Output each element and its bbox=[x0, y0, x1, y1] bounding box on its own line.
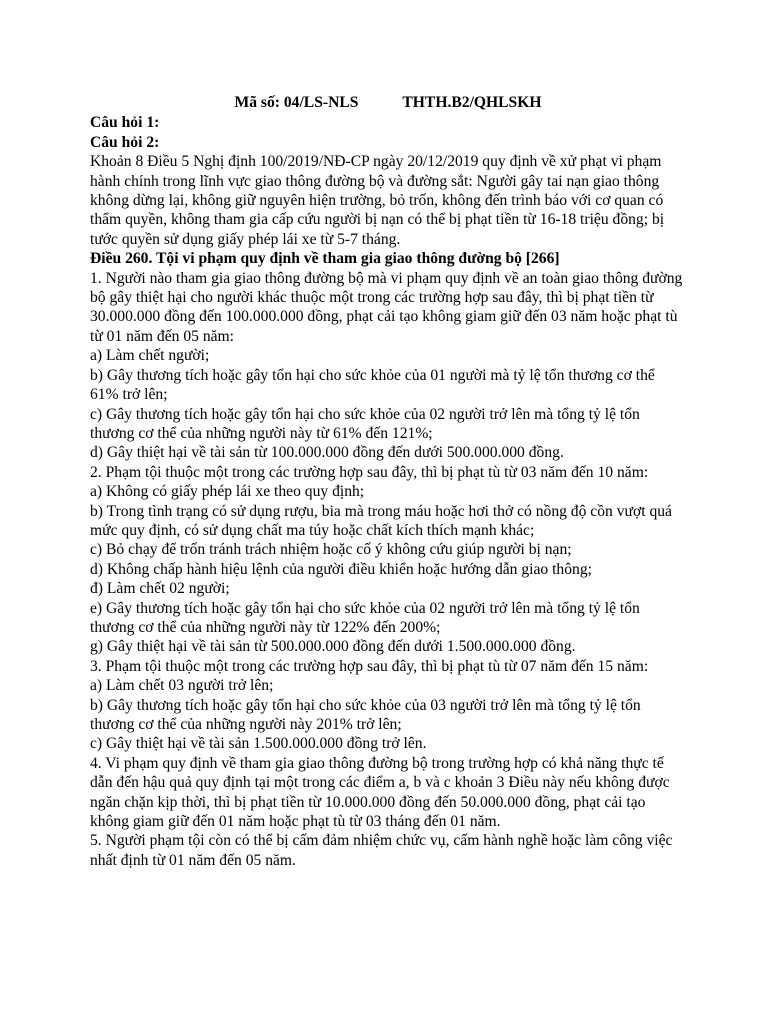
clause-4: 4. Vi phạm quy định về tham gia giao thông đường bộ trong trường hợp có khả năng thực tế dẫn đến hậu quả quy định tại một trong các điểm a, b và c khoản 3 Điều này nếu không được ngăn chặn kịp thời, thì bị phạt tiền từ 10.000.000 đồng đến 50.000.000 đồng, phạt cải tạo không giam giữ đến 01 năm hoặc phạt tù từ 03 tháng đến 01 năm. bbox=[90, 754, 670, 831]
clause-3-c: c) Gây thiệt hại về tài sản 1.500.000.000 đồng trở lên. bbox=[90, 735, 427, 753]
clause-2-c: c) Bỏ chạy để trốn tránh trách nhiệm hoặc cố ý không cứu giúp người bị nạn; bbox=[90, 541, 572, 559]
clause-2-d: d) Không chấp hành hiệu lệnh của người điều khiển hoặc hướng dẫn giao thông; bbox=[90, 560, 592, 578]
clause-3: 3. Phạm tội thuộc một trong các trường hợp sau đây, thì bị phạt tù từ 07 năm đến 15 năm: bbox=[90, 657, 649, 675]
clause-2: 2. Phạm tội thuộc một trong các trường hợp sau đây, thì bị phạt tù từ 03 năm đến 10 năm: bbox=[90, 463, 649, 481]
clause-1-b: b) Gây thương tích hoặc gây tổn hại cho sức khỏe của 01 người mà tỷ lệ tổn thương cơ thể 61% trở lên; bbox=[90, 366, 655, 404]
clause-2-dd: đ) Làm chết 02 người; bbox=[90, 580, 230, 598]
document-classification: THTH.B2/QHLSKH bbox=[402, 94, 542, 111]
clause-1-d: d) Gây thiệt hại về tài sản từ 100.000.000 đồng đến dưới 500.000.000 đồng. bbox=[90, 444, 564, 462]
article-title: Điều 260. Tội vi phạm quy định về tham gia giao thông đường bộ [266] bbox=[90, 250, 560, 268]
clause-5: 5. Người phạm tội còn có thể bị cấm đảm nhiệm chức vụ, cấm hành nghề hoặc làm công việc nhất định từ 01 năm đến 05 năm. bbox=[90, 832, 673, 869]
clause-1: 1. Người nào tham gia giao thông đường bộ mà vi phạm quy định về an toàn giao thông đường bộ gây thiệt hại cho người khác thuộc một trong các trường hợp sau đây, thì bị phạt tiền từ 30.000.000 đồng đến 100.000.000 đồng, phạt cải tạo không giam giữ đến 03 năm hoặc phạt tù từ 01 năm đến 05 năm: bbox=[90, 269, 683, 345]
clause-3-a: a) Làm chết 03 người trở lên; bbox=[90, 677, 274, 695]
question-2-label: Câu hỏi 2: bbox=[90, 133, 160, 151]
clause-2-e: e) Gây thương tích hoặc gây tổn hại cho sức khỏe của 02 người trở lên mà tổng tỷ lệ tổn thương cơ thể của những người này từ 122% đến 200%; bbox=[90, 599, 640, 636]
clause-1-c: c) Gây thương tích hoặc gây tổn hại cho sức khỏe của 02 người trở lên mà tổng tỷ lệ tổn thương cơ thể của những người này từ 61% đến 121%; bbox=[90, 405, 640, 442]
clause-2-a: a) Không có giấy phép lái xe theo quy định; bbox=[90, 483, 365, 501]
clause-2-b: b) Trong tình trạng có sử dụng rượu, bia mà trong máu hoặc hơi thở có nồng độ cồn vượt quá mức quy định, có sử dụng chất ma túy hoặc chất kích thích mạnh khác; bbox=[90, 502, 672, 539]
document-page bbox=[90, 93, 686, 870]
intro-paragraph: Khoản 8 Điều 5 Nghị định 100/2019/NĐ-CP ngày 20/12/2019 quy định về xử phạt vi phạm hành chính trong lĩnh vực giao thông đường bộ và đường sắt: Người gây tai nạn giao thông không dừng lại, không giữ nguyên hiện trường, bỏ trốn, không đến trình báo với cơ quan có thẩm quyền, không tham gia cấp cứu người bị nạn có thể bị phạt tiền từ 16-18 triệu đồng; bị tước quyền sử dụng giấy phép lái xe từ 5-7 tháng. bbox=[90, 153, 665, 248]
clause-3-b: b) Gây thương tích hoặc gây tổn hại cho sức khỏe của 03 người trở lên mà tổng tỷ lệ tổn thương cơ thể của những người này 201% trở lên; bbox=[90, 696, 641, 733]
clause-1-a: a) Làm chết người; bbox=[90, 347, 210, 365]
document-header bbox=[90, 93, 686, 112]
question-1-label: Câu hỏi 1: bbox=[90, 114, 160, 132]
clause-2-g: g) Gây thiệt hại về tài sản từ 500.000.000 đồng đến dưới 1.500.000.000 đồng. bbox=[90, 638, 576, 656]
document-code: Mã số: 04/LS-NLS bbox=[234, 94, 359, 111]
